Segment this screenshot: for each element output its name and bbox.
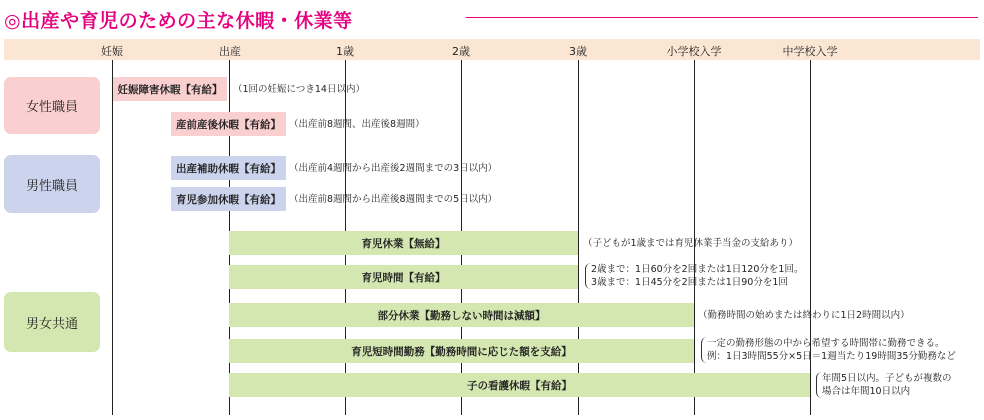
note-pregnancy-disorder-leave: （1回の妊娠につき14日以内） — [233, 84, 365, 95]
bar-birth-support-leave: 出産補助休暇【有給】 — [171, 156, 286, 180]
bar-pregnancy-disorder-leave: 妊娠障害休暇【有給】 — [113, 77, 227, 101]
note-child-nursing-leave-line2: 場合は年間10日以内 — [822, 386, 911, 397]
timeline-label-junior-high: 中学校入学 — [782, 45, 838, 58]
note-birth-support-leave: （出産前4週間から出産後2週間までの3日以内） — [289, 163, 498, 174]
bar-partial-leave: 部分休業【勤務しない時間は減額】 — [229, 303, 694, 327]
bar-childcare-leave: 育児休業【無給】 — [229, 231, 578, 255]
note-child-nursing-leave — [816, 372, 952, 398]
note-childcare-time-line1: 2歳まで：1日60分を2回または1日120分を1回。 — [591, 264, 804, 275]
page-title: ◎出産や育児のための主な休暇・休業等 — [4, 10, 353, 32]
timeline-label-birth: 出産 — [219, 45, 241, 58]
category-both: 男女共通 — [4, 292, 100, 352]
note-childcare-leave: （子どもが1歳までは育児休業手当金の支給あり） — [583, 238, 799, 249]
note-child-nursing-leave-line1: 年間5日以内。子どもが複数の — [822, 373, 952, 384]
bar-childcare-participation-leave: 育児参加休暇【有給】 — [171, 187, 286, 211]
timeline-label-age3: 3歳 — [569, 45, 587, 58]
note-short-time-work-line2: 例：1日3時間55分×5日＝1週当たり19時間35分勤務など — [707, 351, 956, 362]
gridline-pregnancy — [112, 60, 113, 415]
timeline-label-elementary: 小学校入学 — [666, 45, 722, 58]
timeline-label-age2: 2歳 — [452, 45, 470, 58]
note-short-time-work — [701, 337, 956, 363]
bar-short-time-work: 育児短時間勤務【勤務時間に応じた額を支給】 — [229, 339, 694, 363]
bar-childcare-time: 育児時間【有給】 — [229, 265, 578, 289]
note-short-time-work-line1: 一定の勤務形態の中から希望する時間帯に勤務できる。 — [707, 338, 945, 349]
title-rule — [466, 17, 978, 18]
bar-child-nursing-leave: 子の看護休暇【有給】 — [229, 373, 810, 397]
note-maternity-leave: （出産前8週間、出産後8週間） — [289, 119, 425, 130]
note-childcare-time — [585, 263, 803, 289]
note-childcare-participation-leave: （出産前8週間から出産後8週間までの5日以内） — [289, 194, 498, 205]
category-female: 女性職員 — [4, 77, 100, 134]
category-male: 男性職員 — [4, 155, 100, 213]
timeline-label-age1: 1歳 — [336, 45, 354, 58]
note-childcare-time-line2: 3歳まで：1日45分を2回または1日90分を1回 — [591, 277, 788, 288]
note-partial-leave: （勤務時間の始めまたは終わりに1日2時間以内） — [698, 310, 910, 321]
bar-maternity-leave: 産前産後休暇【有給】 — [171, 112, 286, 136]
timeline-label-pregnancy: 妊娠 — [101, 45, 123, 58]
